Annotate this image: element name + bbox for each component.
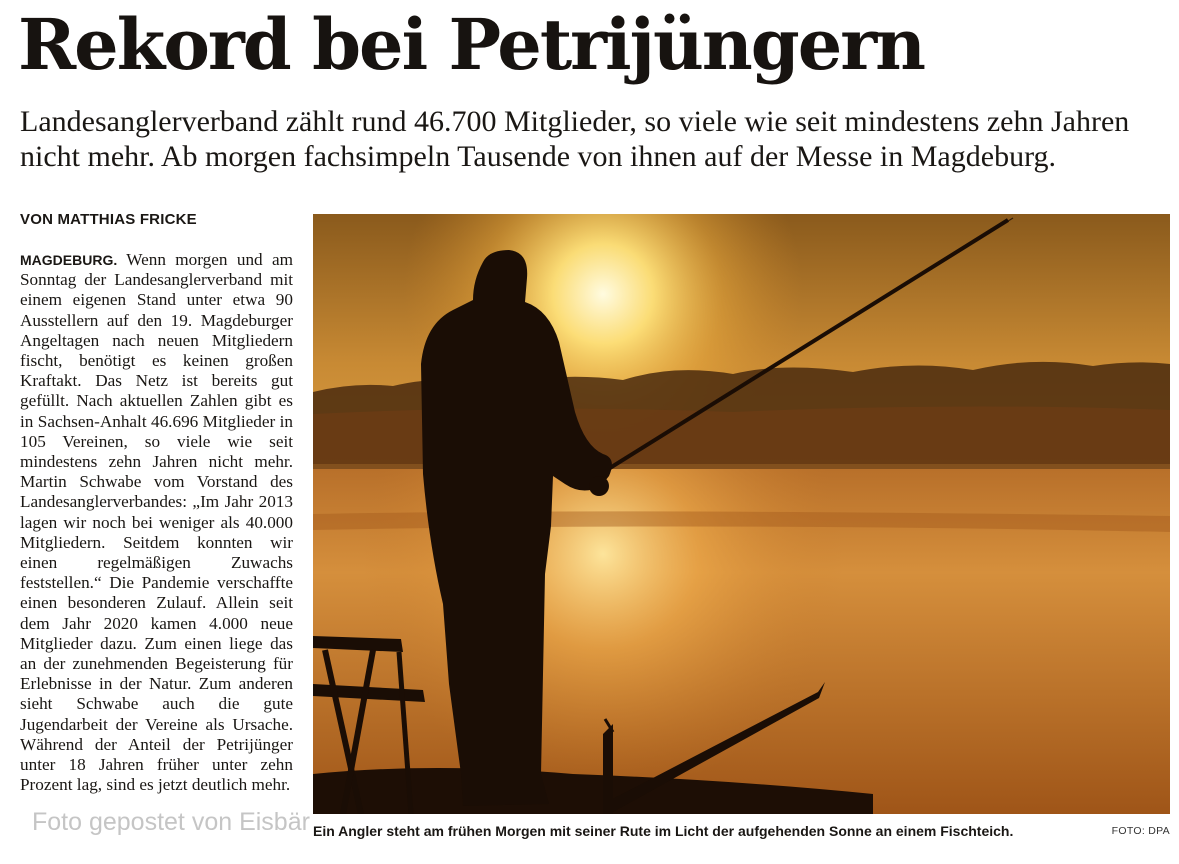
photo-credit: FOTO: DPA	[1111, 825, 1170, 837]
article-body	[20, 250, 293, 795]
subheadline: Landesanglerverband zählt rund 46.700 Mitglieder, so viele wie seit mindestens zehn Jahren nicht mehr. Ab morgen fachsimpeln Tausende von ihnen auf der Messe in Magdeburg.	[20, 105, 1130, 173]
dateline: MAGDEBURG.	[20, 252, 118, 268]
byline: VON MATTHIAS FRICKE	[20, 211, 197, 228]
article-text: Wenn morgen und am Sonntag der Landesanglerverband mit einem eigenen Stand unter etwa 90 Ausstellern auf den 19. Magdeburger Angeltagen nach neuen Mitgliedern fischt, benötigt es keinen großen Kraftakt. Das Netz ist bereits gut gefüllt. Nach aktuellen Zahlen gibt es in Sachsen-Anhalt 46.696 Mitglieder in 105 Vereinen, so viele wie seit mindestens zehn Jahren nicht mehr. Martin Schwabe vom Vorstand des Landesanglerverbandes: „Im Jahr 2013 lagen wir noch bei weniger als 40.000 Mitgliedern. Seitdem konnten wir einen regelmäßigen Zuwachs feststellen.“ Die Pandemie verschaffte einen besonderen Zulauf. Allein seit dem Jahr 2020 kamen 4.000 neue Mitglieder dazu. Zum einen liege das an der zunehmenden Begeisterung für Erlebnisse in der Natur. Zum anderen sieht Schwabe auch die gute Jugendarbeit der Vereine als Ursache. Während der Anteil der Petrijünger unter 18 Jahren früher unter zehn Prozent lag, sind es jetzt deutlich mehr.	[20, 250, 293, 795]
watermark: Foto gepostet von Eisbär	[32, 808, 310, 836]
headline: Rekord bei Petrijüngern	[18, 3, 925, 86]
photo-caption: Ein Angler steht am frühen Morgen mit seiner Rute im Licht der aufgehenden Sonne an einem Fischteich.	[313, 823, 1014, 839]
angler-at-sunrise-photo	[313, 214, 1170, 814]
